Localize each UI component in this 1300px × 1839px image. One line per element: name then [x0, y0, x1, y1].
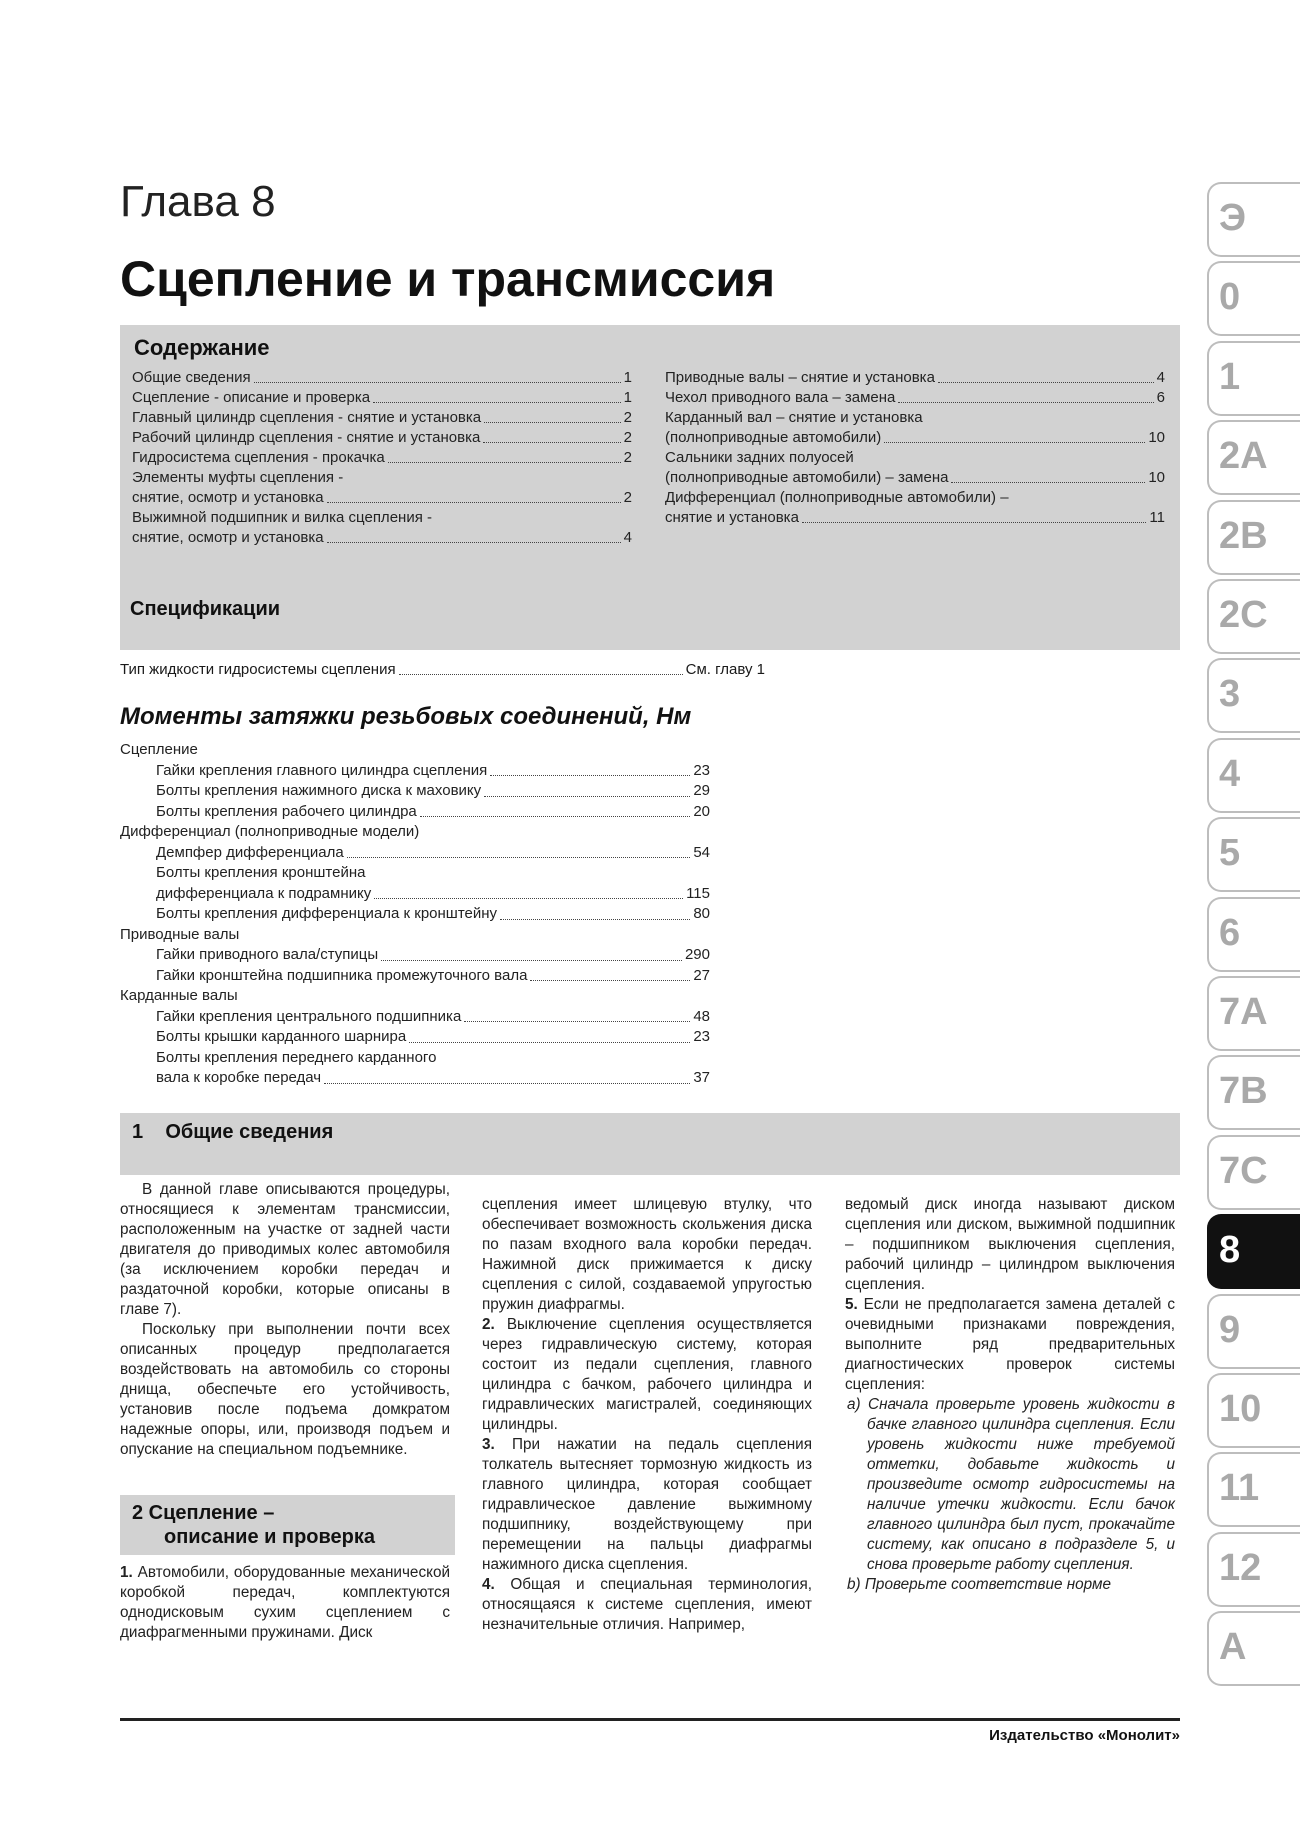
torque-item: Гайки кронштейна подшипника промежуточного вала 27	[156, 966, 710, 984]
chapter-tab-label: 2C	[1219, 594, 1268, 636]
chapter-tab-3[interactable]	[1207, 658, 1300, 733]
chapter-tab-label: 2B	[1219, 514, 1268, 557]
paragraph: Поскольку при выполнении почти всех описанных процедур предполагается воздействовать на автомобиль со стороны днища, обеспечьте его устойчивость, установив после подъема домкратом надежные опоры, или, производя подъем и опускание на специальном подъемнике.	[120, 1321, 450, 1458]
chapter-title: Сцепление и трансмиссия	[120, 251, 776, 307]
torque-category: Дифференциал (полноприводные модели)	[120, 823, 420, 840]
chapter-tab-0[interactable]	[1207, 261, 1300, 336]
paragraph: 5. Если не предполагается замена деталей с очевидными признаками повреждения, выполните ряд предварительных диагностических проверок системы сцепления:	[845, 1296, 1175, 1393]
chapter-tab-4[interactable]	[1207, 738, 1300, 813]
chapter-tab-2a[interactable]	[1207, 420, 1300, 495]
chapter-tab-label: 5	[1219, 832, 1241, 875]
specifications-heading: Спецификации	[130, 598, 281, 620]
chapter-tab-11[interactable]	[1207, 1452, 1300, 1527]
text-column-1-continued	[120, 1563, 450, 1643]
torque-item: Гайки крепления центрального подшипника 48	[156, 1007, 710, 1025]
chapter-tab-label: 1	[1219, 355, 1241, 398]
list-item: b) Проверьте соответствие норме	[847, 1576, 1112, 1593]
chapter-tab-label: 6	[1219, 911, 1241, 954]
chapter-tab-label: 7C	[1219, 1149, 1268, 1192]
list-item: а) Сначала проверьте уровень жидкости в бачке главного цилиндра сцепления. Если уровень жидкости ниже требуемой отметки, добавьте жидкость и произведите осмотр гидросистемы на наличие утечки жидкости. Если бачок главного цилиндра был пуст, прокачайте систему, как описано в подразделе 5, и снова проверьте работу сцепления.	[847, 1396, 1175, 1573]
text-column-3	[845, 1195, 1175, 1595]
toc-entry[interactable]: Рабочий цилиндр сцепления - снятие и установка 2	[132, 429, 632, 446]
chapter-tab-10[interactable]	[1207, 1373, 1300, 1448]
torque-list	[120, 740, 710, 1089]
chapter-tab-label: 7B	[1219, 1070, 1268, 1113]
toc-entry[interactable]: Главный цилиндр сцепления - снятие и установка 2	[132, 409, 632, 426]
paragraph: 2. Выключение сцепления осуществляется через гидравлическую систему, которая состоит из педали сцепления, главного цилиндра с бачком, рабочего цилиндра и гидравлических магистралей, соединяющих цилиндры.	[482, 1316, 813, 1433]
torque-item: Демпфер дифференциала 54	[156, 843, 710, 861]
chapter-tab-label: 2A	[1219, 435, 1268, 478]
chapter-tab-2c[interactable]	[1207, 579, 1300, 654]
chapter-tab-12[interactable]	[1207, 1532, 1300, 1607]
chapter-tab-label: A	[1219, 1626, 1247, 1669]
paragraph: 1. Автомобили, оборудованные механической коробкой передач, комплектуются однодисковым сухим сцеплением с диафрагменными пружинами. Диск	[120, 1564, 451, 1641]
toc-entry-line: Дифференциал (полноприводные автомобили) –	[665, 489, 1009, 506]
toc-entry-line: Элементы муфты сцепления -	[132, 469, 344, 486]
torque-item: Болты крепления дифференциала к кронштейну 80	[156, 905, 710, 922]
toc-entry[interactable]: снятие и установка 11	[665, 509, 1165, 526]
chapter-tab-label: 7A	[1219, 991, 1268, 1033]
chapter-tab-9[interactable]	[1207, 1294, 1300, 1369]
chapter-tab-7b[interactable]	[1207, 1055, 1300, 1130]
paragraph: сцепления имеет шлицевую втулку, что обеспечивает возможность скольжения диска по пазам входного вала коробки передач. Нажимной диск прижимается к диску сцепления с силой, создаваемой упругостью пружин диафрагмы.	[482, 1196, 812, 1313]
torque-category: Сцепление	[120, 741, 198, 758]
chapter-tab-7c[interactable]	[1207, 1135, 1300, 1210]
torque-heading: Моменты затяжки резьбовых соединений, Нм	[120, 703, 692, 730]
toc-entry-line: Выжимной подшипник и вилка сцепления -	[132, 509, 432, 526]
torque-category: Приводные валы	[120, 925, 240, 943]
toc-entry-line: Сальники задних полуосей	[665, 449, 854, 466]
torque-item: Гайки приводного вала/ступицы 290	[156, 946, 710, 963]
chapter-tab-label: 4	[1219, 752, 1241, 795]
chapter-tab-5[interactable]	[1207, 817, 1300, 892]
contents-right-column	[665, 368, 1165, 528]
paragraph: 3. При нажатии на педаль сцепления толкатель вытесняет тормозную жидкость из главного цилиндра, которая сообщает гидравлическое давление выжимному подшипнику, воздействующему при перемещении на пальцы диафрагмы нажимного диска сцепления.	[482, 1436, 812, 1573]
torque-item: Болты крепления нажимного диска к маховику 29	[156, 782, 710, 799]
chapter-tab-label: 10	[1219, 1388, 1262, 1430]
contents-box	[120, 325, 1180, 595]
toc-entry[interactable]: Гидросистема сцепления - прокачка 2	[132, 449, 632, 466]
toc-entry[interactable]: Приводные валы – снятие и установка 4	[665, 369, 1165, 386]
text-column-1	[120, 1180, 450, 1460]
publisher-label: Издательство «Монолит»	[989, 1727, 1180, 1744]
torque-item: Гайки крепления главного цилиндра сцепления 23	[156, 761, 710, 779]
toc-entry[interactable]: (полноприводные автомобили) – замена 10	[665, 469, 1165, 486]
torque-item: Болты крепления рабочего цилиндра 20	[156, 802, 710, 820]
contents-left-column	[132, 368, 632, 548]
torque-item-line: Болты крепления переднего карданного	[156, 1048, 437, 1066]
text-column-2	[482, 1195, 812, 1635]
chapter-tab-э[interactable]	[1207, 182, 1300, 257]
spec-fluid-type: Тип жидкости гидросистемы сцепления См. главу 1	[120, 661, 765, 678]
torque-item-line: Болты крепления кронштейна	[156, 864, 366, 881]
section-2-header-box	[120, 1495, 455, 1555]
torque-item: Болты крышки карданного шарнира 23	[156, 1028, 710, 1045]
specifications-box	[120, 590, 1180, 650]
section-1-heading: 1 Общие сведения	[132, 1121, 334, 1143]
paragraph: В данной главе описываются процедуры, относящиеся к элементам трансмиссии, расположенным на участке от задней части двигателя до приводимых колес автомобиля (за исключением коробки передач и раздаточной коробки, которые описаны в главе 7).	[120, 1181, 450, 1318]
toc-entry-line: Карданный вал – снятие и установка	[665, 409, 923, 426]
chapter-tab-label: 9	[1219, 1308, 1241, 1351]
chapter-tab-label: 3	[1219, 673, 1241, 716]
chapter-tab-1[interactable]	[1207, 341, 1300, 416]
torque-item: вала к коробке передач 37	[156, 1069, 710, 1086]
chapter-tab-a[interactable]	[1207, 1611, 1300, 1686]
toc-entry[interactable]: Чехол приводного вала – замена 6	[665, 389, 1165, 406]
chapter-tab-6[interactable]	[1207, 897, 1300, 972]
toc-entry[interactable]: Общие сведения 1	[132, 369, 632, 386]
paragraph: 4. Общая и специальная терминология, относящаяся к системе сцепления, имеют незначительные отличия. Например,	[482, 1576, 813, 1633]
chapter-tab-7a[interactable]	[1207, 976, 1300, 1051]
toc-entry[interactable]: снятие, осмотр и установка 4	[132, 529, 632, 546]
section-2-heading: 2 Сцепление – описание и проверка	[132, 1502, 376, 1548]
chapter-tab-label: 11	[1219, 1467, 1260, 1510]
contents-heading: Содержание	[134, 335, 270, 360]
toc-entry[interactable]: снятие, осмотр и установка 2	[132, 489, 632, 506]
toc-entry[interactable]: Сцепление - описание и проверка 1	[132, 389, 632, 406]
chapter-tab-label: 0	[1219, 276, 1241, 319]
torque-item: дифференциала к подрамнику 115	[156, 884, 710, 902]
paragraph: ведомый диск иногда называют диском сцепления или диском, выжимной подшипник – подшипником выключения сцепления, рабочий цилиндр – цилиндром выключения сцепления.	[845, 1196, 1175, 1293]
chapter-tab-label: 8	[1219, 1229, 1241, 1272]
chapter-tab-label: Э	[1219, 197, 1247, 239]
footer-rule	[120, 1718, 1180, 1721]
section-1-header-box	[120, 1113, 1180, 1175]
chapter-tab-label: 12	[1219, 1546, 1262, 1589]
torque-category: Карданные валы	[120, 987, 238, 1004]
chapter-number: Глава 8	[120, 177, 276, 226]
chapter-tab-2b[interactable]	[1207, 500, 1300, 575]
toc-entry[interactable]: (полноприводные автомобили) 10	[665, 429, 1165, 446]
chapter-tab-8[interactable]	[1207, 1214, 1300, 1289]
